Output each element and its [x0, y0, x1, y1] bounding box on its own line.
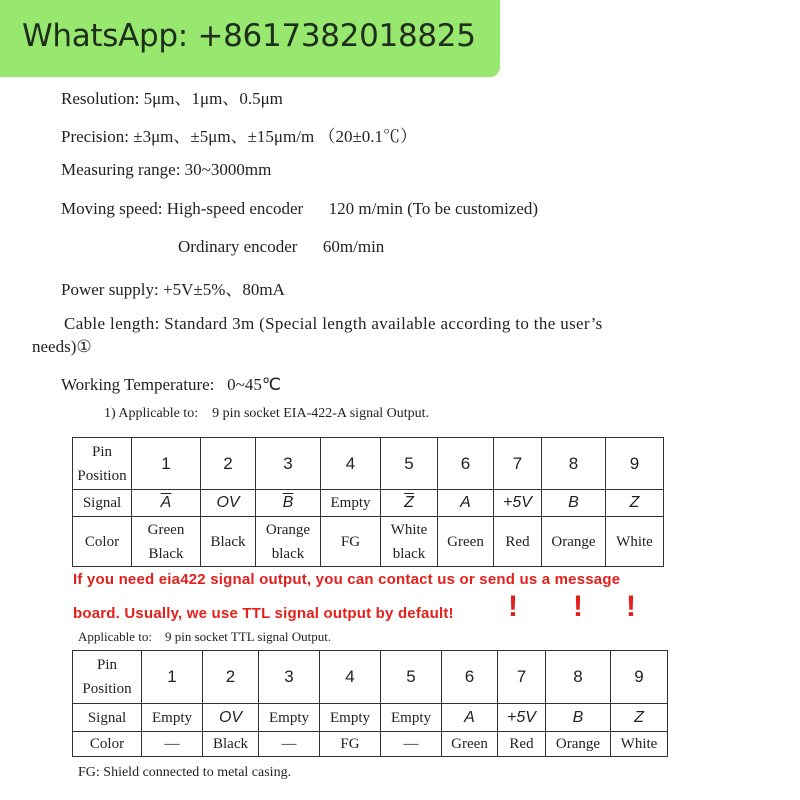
whatsapp-banner — [0, 0, 500, 77]
signal-value: A — [464, 708, 475, 726]
spec-range: Measuring range: 30~3000mm — [61, 160, 272, 179]
footnote: FG: Shield connected to metal casing. — [78, 765, 292, 780]
wire-color: Orange — [546, 732, 611, 757]
whatsapp-contact: WhatsApp: +8617382018825 — [22, 18, 476, 54]
signal-cell — [498, 704, 546, 732]
signal-value: Empty — [391, 709, 431, 726]
wire-color: — — [259, 732, 320, 757]
signal-cell — [256, 490, 321, 517]
wire-color: White — [611, 732, 668, 757]
signal-cell — [542, 490, 606, 517]
signal-value: B — [568, 494, 579, 511]
signal-cell — [611, 704, 668, 732]
pin-number: 9 — [611, 651, 668, 704]
wire-color: Black — [203, 732, 259, 757]
signal-value: +5V — [507, 708, 536, 726]
row-label: Signal — [73, 704, 142, 732]
exclamation-mark: ! — [573, 590, 583, 623]
signal-cell — [381, 704, 442, 732]
exclamation-mark: ! — [508, 590, 518, 623]
spec-temperature: Working Temperature: 0~45℃ — [61, 375, 281, 394]
signal-cell — [320, 704, 381, 732]
signal-cell — [201, 490, 256, 517]
signal-cell — [132, 490, 201, 517]
row-label: Signal — [73, 490, 132, 517]
pin-number: 2 — [201, 438, 256, 490]
signal-value: OV — [216, 494, 240, 511]
pin-number: 1 — [132, 438, 201, 490]
wire-color: Green — [438, 517, 494, 567]
pin-number: 3 — [259, 651, 320, 704]
wire-color: Green — [442, 732, 498, 757]
notice-line-2: board. Usually, we use TTL signal output by default! — [73, 605, 454, 622]
row-label: Color — [73, 732, 142, 757]
pin-number: 5 — [381, 651, 442, 704]
row-label: Pin Position — [73, 651, 142, 704]
wire-color: Orange black — [256, 517, 321, 567]
signal-value: Empty — [269, 709, 309, 726]
pin-number: 8 — [542, 438, 606, 490]
signal-value: $\overline{Z}$ — [404, 494, 414, 511]
eia422-pin-table — [72, 437, 664, 567]
table1-caption: 1) Applicable to: 9 pin socket EIA-422-A signal Output. — [104, 406, 430, 421]
signal-cell — [321, 490, 381, 517]
pin-number: 8 — [546, 651, 611, 704]
pin-number: 7 — [498, 651, 546, 704]
spec-speed-high: Moving speed: High-speed encoder 120 m/min (To be customized) — [61, 199, 539, 218]
signal-value: $\overline{B}$ — [282, 494, 294, 511]
signal-value: Empty — [330, 709, 370, 726]
pin-number: 3 — [256, 438, 321, 490]
signal-cell — [203, 704, 259, 732]
signal-cell — [606, 490, 664, 517]
signal-cell — [259, 704, 320, 732]
spec-resolution: Resolution: 5μm、1μm、0.5μm — [61, 89, 283, 108]
wire-color: — — [142, 732, 203, 757]
signal-cell — [546, 704, 611, 732]
signal-cell — [442, 704, 498, 732]
signal-cell — [438, 490, 494, 517]
wire-color: Orange — [542, 517, 606, 567]
signal-value: A — [460, 494, 471, 511]
signal-value: +5V — [503, 494, 532, 511]
pin-number: 1 — [142, 651, 203, 704]
wire-color: White — [606, 517, 664, 567]
pin-number: 4 — [320, 651, 381, 704]
signal-value: Empty — [152, 709, 192, 726]
wire-color: FG — [320, 732, 381, 757]
exclamation-mark: ! — [626, 590, 636, 623]
pin-number: 4 — [321, 438, 381, 490]
signal-value: Z — [634, 708, 644, 726]
row-label: Pin Position — [73, 438, 132, 490]
wire-color: White black — [381, 517, 438, 567]
signal-value: Empty — [330, 495, 371, 511]
pin-number: 5 — [381, 438, 438, 490]
pin-number: 6 — [438, 438, 494, 490]
wire-color: FG — [321, 517, 381, 567]
signal-value: $\overline{A}$ — [160, 494, 172, 511]
table2-caption: Applicable to: 9 pin socket TTL signal Output. — [78, 629, 332, 644]
spec-precision: Precision: ±3μm、±5μm、±15μm/m （20±0.1℃） — [61, 127, 418, 146]
signal-value: Z — [629, 494, 640, 511]
spec-speed-ordinary: Ordinary encoder 60m/min — [178, 237, 385, 256]
row-label: Color — [73, 517, 132, 567]
spec-cable-cont: needs)① — [32, 337, 92, 356]
wire-color: Green Black — [132, 517, 201, 567]
signal-cell — [142, 704, 203, 732]
signal-value: B — [572, 708, 584, 726]
wire-color: Black — [201, 517, 256, 567]
wire-color: Red — [494, 517, 542, 567]
signal-cell — [494, 490, 542, 517]
spec-power: Power supply: +5V±5%、80mA — [61, 280, 285, 299]
pin-number: 9 — [606, 438, 664, 490]
notice-line-1: If you need eia422 signal output, you can contact us or send us a message — [73, 571, 621, 588]
pin-number: 2 — [203, 651, 259, 704]
wire-color: — — [381, 732, 442, 757]
signal-value: OV — [218, 708, 243, 726]
ttl-pin-table — [72, 650, 668, 757]
wire-color: Red — [498, 732, 546, 757]
pin-number: 7 — [494, 438, 542, 490]
signal-cell — [381, 490, 438, 517]
pin-number: 6 — [442, 651, 498, 704]
spec-cable: Cable length: Standard 3m (Special length available according to the user’s — [64, 314, 603, 333]
